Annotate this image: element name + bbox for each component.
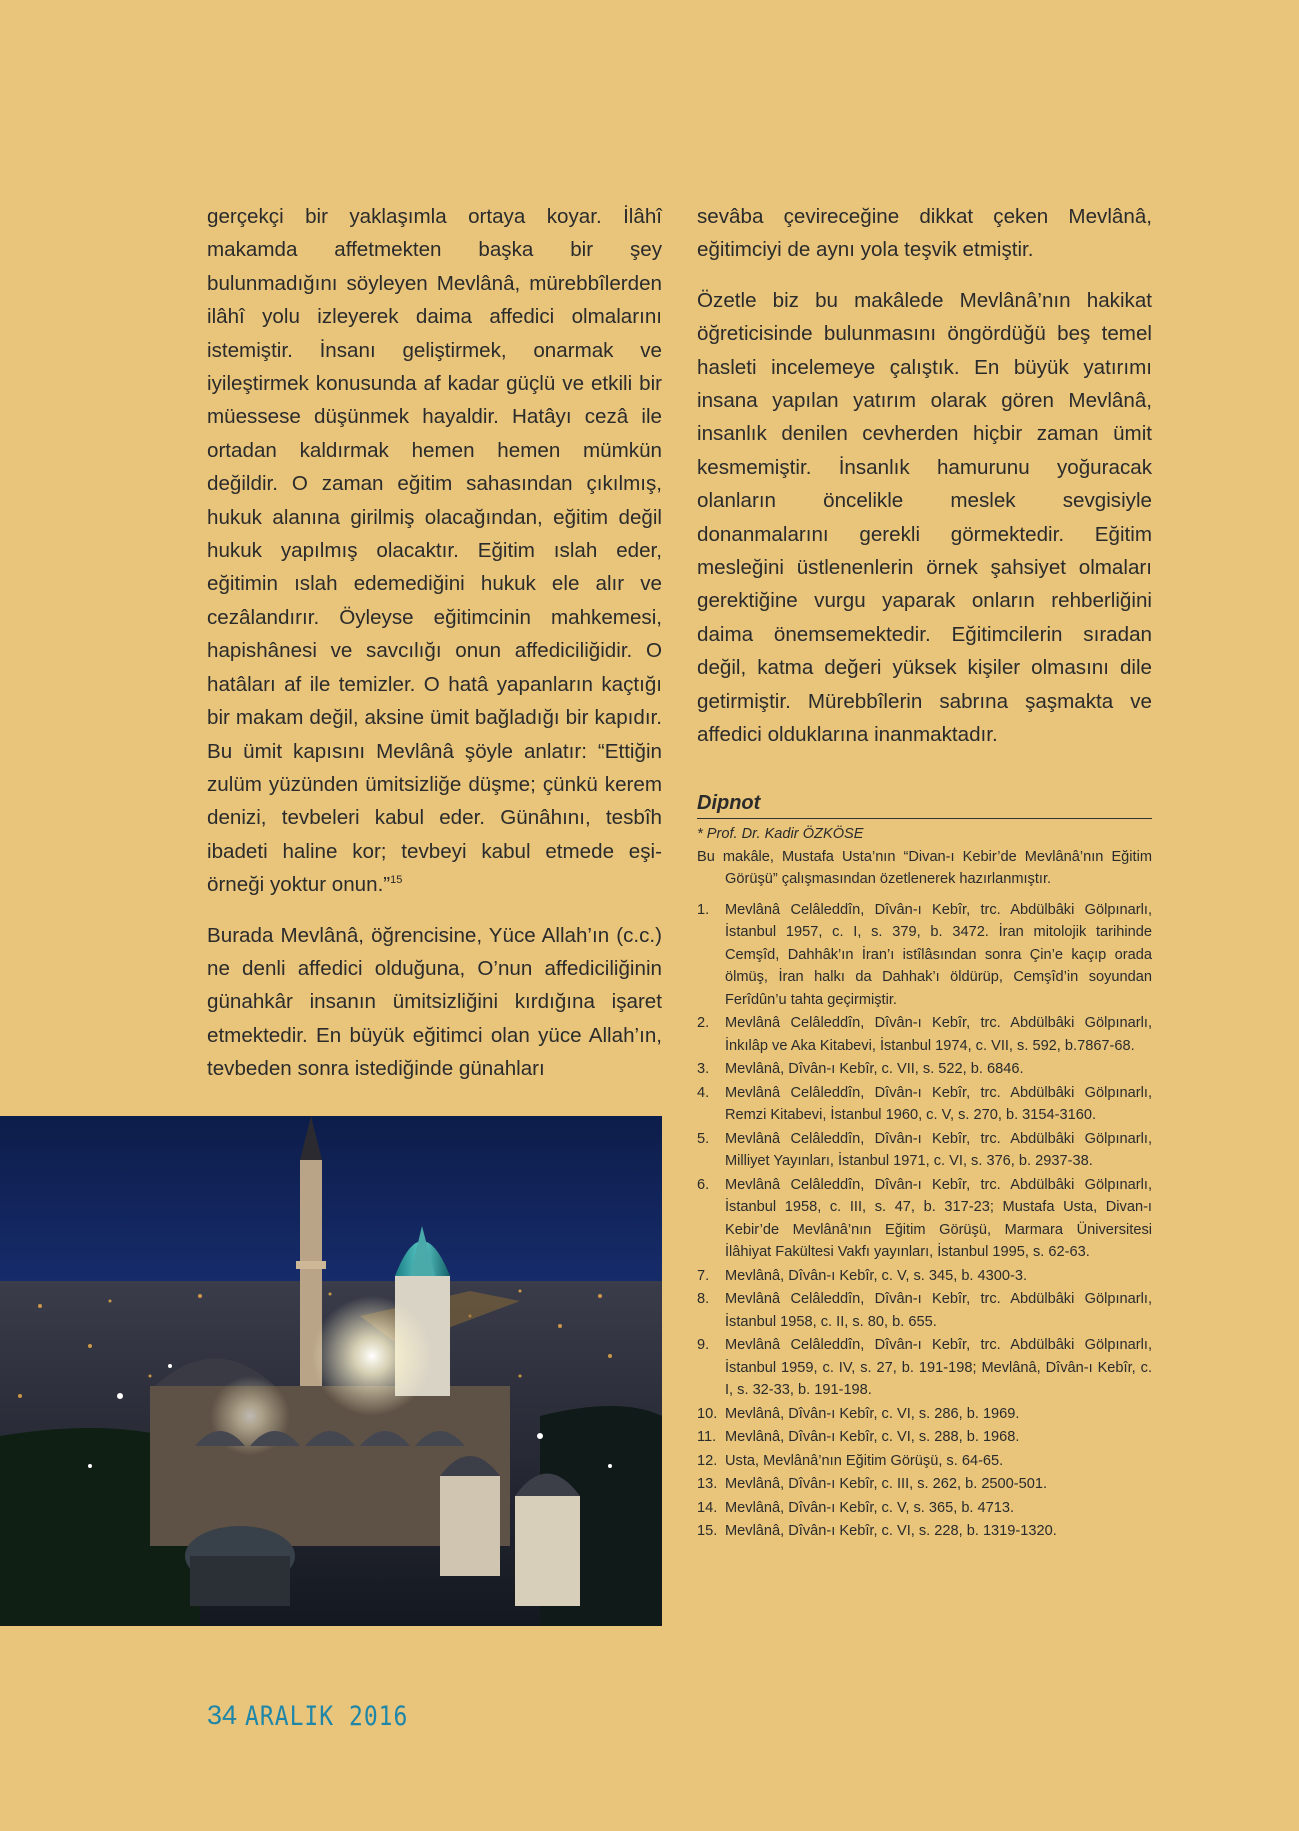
footnote-item <box>697 1265 1152 1288</box>
footnote-item <box>697 1426 1152 1449</box>
right-text-column <box>697 200 1152 752</box>
footnote-text: Mevlânâ Celâleddîn, Dîvân-ı Kebîr, trc. Abdülbâki Gölpınarlı, İstanbul 1957, c. I, s. 379, b. 3472. İran mitolojik tarihinde Cemşîd, Dahhâk’ın İran’ı istîlâsından sonra Çin’e kaçıp orada ölmüş, İran halkı da Dahhak’ı öldürüp, Cemşîd’in soyundan Ferîdûn’u tahta geçirmiştir. <box>725 901 1152 1008</box>
footnote-number: 11. <box>697 1429 717 1445</box>
footnote-number: 5. <box>697 1130 710 1147</box>
body-paragraph: sevâba çevireceğine dikkat çeken Mevlânâ, eğitimciyi de aynı yola teşvik etmiştir. <box>697 205 1152 262</box>
footnote-number: 7. <box>697 1267 710 1284</box>
left-text-column <box>207 200 662 1086</box>
footnote-number: 14. <box>697 1499 718 1516</box>
footnote-list <box>697 899 1152 1543</box>
footnotes-meta <box>697 823 1152 891</box>
footnote-text: Mevlânâ, Dîvân-ı Kebîr, c. VII, s. 522, b. 6846. <box>725 1061 1024 1077</box>
footnote-item <box>697 1058 1152 1081</box>
footnote-item <box>697 1520 1152 1543</box>
footnote-text: Mevlânâ, Dîvân-ı Kebîr, c. VI, s. 228, b. 1319-1320. <box>725 1523 1057 1539</box>
footnote-number: 13. <box>697 1476 718 1492</box>
footnote-item <box>697 1128 1152 1173</box>
footnote-text: Mevlânâ, Dîvân-ı Kebîr, c. III, s. 262, b. 2500-501. <box>725 1476 1048 1492</box>
footnote-number: 8. <box>697 1291 710 1307</box>
footnote-number: 2. <box>697 1015 710 1031</box>
body-paragraph: Burada Mevlânâ, öğrencisine, Yüce Allah’ın (c.c.) ne denli affedici olduğuna, O’nun affediciliğinin günahkâr insanın ümitsizliğini kırdığına işaret etmektedir. En büyük eğitimci olan yüce Allah’ın, tevbeden sonra istediğinde günahları <box>207 923 662 1081</box>
footnote-text: Mevlânâ Celâleddîn, Dîvân-ı Kebîr, trc. Abdülbâki Gölpınarlı, Milliyet Yayınları, İstanbul 1971, c. VI, s. 376, b. 2937-38. <box>725 1130 1152 1169</box>
source-note: Bu makâle, Mustafa Usta’nın “Divan-ı Kebir’de Mevlânâ’nın Eğitim Görüşü” çalışmasından özetlenerek hazırlanmıştır. <box>697 848 1152 887</box>
footnote-text: Mevlânâ, Dîvân-ı Kebîr, c. VI, s. 286, b. 1969. <box>725 1405 1020 1422</box>
body-paragraph: Özetle biz bu makâlede Mevlânâ’nın hakikat öğreticisinde bulunmasını öngördüğü beş temel hasleti incelemeye çalıştık. En büyük yatırımı insana yapılan yatırım olarak gören Mevlânâ, insanlık denilen cevherden hiçbir zaman ümit kesmemiştir. İnsanlık hamurunu yoğuracak olanların öncelikle meslek sevgisiyle donanmalarını gerekli görmektedir. Eğitim mesleğini üstlenenlerin örnek şahsiyet olmaları gerektiğine vurgu yaparak onların rehberliğini daima önemsemektedir. Eğitimcilerin sıradan değil, katma değeri yüksek kişiler olmasını dile getirmiştir. Mürebbîlerin sabrına şaşmakta ve affedici olduklarına inanmaktadır. <box>697 288 1152 747</box>
footnote-item <box>697 1334 1152 1402</box>
footnote-text: Mevlânâ Celâleddîn, Dîvân-ı Kebîr, trc. Abdülbâki Gölpınarlı, Remzi Kitabevi, İstanbul 1960, c. V, s. 270, b. 3154-3160. <box>725 1084 1152 1123</box>
footnote-item <box>697 1473 1152 1496</box>
footnote-text: Mevlânâ, Dîvân-ı Kebîr, c. VI, s. 288, b. 1968. <box>725 1429 1020 1445</box>
footnote-item <box>697 1082 1152 1127</box>
paragraph-text: gerçekçi bir yaklaşımla ortaya koyar. İlâhî makamda affetmekten başka bir şey bulunmadığını söyleyen Mevlânâ, mürebbîlerden ilâhî yolu izleyerek daima affedici olmalarını istemiştir. İnsanı geliştirmek, onarmak ve iyileştirmek konusunda af kadar güçlü ve etkili bir müessese düşünmek hayaldir. Hatâyı cezâ ile ortadan kaldırmak hemen hemen mümkün değildir. O zaman eğitim sahasından çıkılmış, hukuk alanına girilmiş olacağından, eğitim değil hukuk yapılmış olacaktır. Eğitim ıslah eder, eğitimin ıslah edemediğini hukuk ele alır ve cezâlandırır. Öyleyse eğitimcinin mahkemesi, hapishânesi ve savcılığı onun affediciliğidir. O hatâları af ile temizler. O hatâ yapanların kaçtığı bir makam değil, aksine ümit bağladığı bir kapıdır. Bu ümit kapısını Mevlânâ şöyle anlatır: “Ettiğin zulüm yüzünden ümitsizliğe düşme; çünkü kerem denizi, tevbeleri kabul eder. Günâhını, tesbîh ibadeti haline kor; tevbeyi kabul etmede eşi-örneği yoktur onun.” <box>207 205 662 897</box>
footnote-item <box>697 1497 1152 1520</box>
footnote-text: Mevlânâ, Dîvân-ı Kebîr, c. V, s. 365, b. 4713. <box>725 1499 1015 1516</box>
footnote-number: 3. <box>697 1061 710 1077</box>
footnote-text: Mevlânâ Celâleddîn, Dîvân-ı Kebîr, trc. Abdülbâki Gölpınarlı, İstanbul 1958, c. II, s. 80, b. 655. <box>725 1291 1152 1330</box>
page-number: 34 <box>207 1700 238 1730</box>
footnote-number: 4. <box>697 1084 710 1101</box>
page-footer <box>207 1700 408 1731</box>
footnote-number: 6. <box>697 1176 710 1193</box>
footnote-number: 15. <box>697 1523 718 1539</box>
footnote-text: Mevlânâ, Dîvân-ı Kebîr, c. V, s. 345, b. 4300-3. <box>725 1267 1028 1284</box>
issue-label: ARALIK 2016 <box>245 1702 409 1732</box>
footnote-item <box>697 1403 1152 1426</box>
footnote-number: 9. <box>697 1337 710 1353</box>
footnotes-heading: Dipnot <box>697 790 1152 819</box>
body-paragraph <box>207 200 662 902</box>
footnote-item <box>697 1174 1152 1264</box>
footnotes-section <box>697 790 1152 1544</box>
footnote-item <box>697 899 1152 1012</box>
author-note: * Prof. Dr. Kadir ÖZKÖSE <box>697 826 864 842</box>
footnote-text: Mevlânâ Celâleddîn, Dîvân-ı Kebîr, trc. Abdülbâki Gölpınarlı, İstanbul 1958, c. III, s. 47, b. 317-23; Mustafa Usta, Divan-ı Kebir’de Mevlânâ’nın Eğitim Görüşü, Marmara Üniversitesi İlâhiyat Fakültesi Vakfı yayınları, İstanbul 1995, s. 62-63. <box>725 1176 1152 1260</box>
footnote-number: 10. <box>697 1405 718 1422</box>
footnote-text: Mevlânâ Celâleddîn, Dîvân-ı Kebîr, trc. Abdülbâki Gölpınarlı, İstanbul 1959, c. IV, s. 27, b. 191-198; Mevlânâ, Dîvân-ı Kebîr, c. I, s. 32-33, b. 191-198. <box>725 1337 1152 1398</box>
footnote-number: 1. <box>697 901 710 918</box>
footnote-text: Mevlânâ Celâleddîn, Dîvân-ı Kebîr, trc. Abdülbâki Gölpınarlı, İnkılâp ve Aka Kitabevi, İstanbul 1974, c. VII, s. 592, b.7867-68. <box>725 1015 1152 1054</box>
footnote-item <box>697 1012 1152 1057</box>
footnote-ref[interactable]: 15 <box>390 874 403 887</box>
footnote-item <box>697 1288 1152 1333</box>
footnote-item <box>697 1450 1152 1473</box>
mevlana-museum-night-photo <box>0 1116 662 1626</box>
footnote-number: 12. <box>697 1452 718 1469</box>
footnote-text: Usta, Mevlânâ’nın Eğitim Görüşü, s. 64-65. <box>725 1452 1004 1469</box>
